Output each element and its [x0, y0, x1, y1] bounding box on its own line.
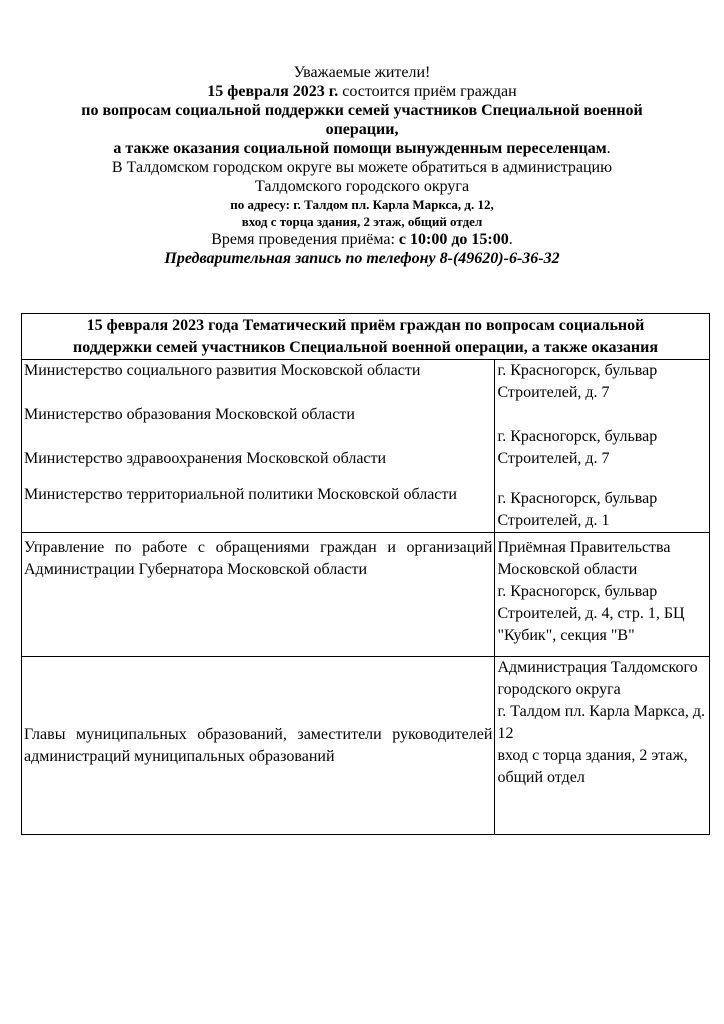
- reception-table: [21, 313, 710, 835]
- greeting: Уважаемые жители!: [293, 64, 431, 81]
- address-line-1: по адресу: г. Талдом пл. Карла Маркса, д. 12,: [230, 197, 494, 212]
- table-title-line-1: 15 февраля 2023 года Тематический приём граждан по вопросам социальной: [86, 317, 645, 334]
- phone-line: Предварительная запись по телефону 8-(49620)-6-36-32: [164, 250, 560, 267]
- date-line: [0, 82, 724, 101]
- ministries-cell: [22, 360, 495, 533]
- time-line: [0, 230, 724, 249]
- table-title-cell: [22, 314, 710, 360]
- reception-address: г. Красногорск, бульвар Строителей, д. 4, стр. 1, БЦ "Кубик", секция "В": [497, 583, 685, 644]
- district-line-1: В Талдомском городском округе вы можете обратиться в администрацию: [111, 159, 613, 176]
- table-row: [22, 360, 710, 533]
- address-social: г. Красногорск, бульвар Строителей, д. 7: [497, 362, 658, 401]
- announcement-header: [0, 63, 724, 268]
- time-prefix: Время проведения приёма:: [211, 231, 399, 248]
- topic-line-1: по вопросам социальной поддержки семей участников Специальной военной: [81, 102, 643, 119]
- address-education-health: г. Красногорск, бульвар Строителей, д. 7: [497, 428, 658, 467]
- topic-line-3-end: .: [606, 140, 611, 157]
- municipal-admin-entrance: вход с торца здания, 2 этаж,: [497, 747, 688, 764]
- municipal-admin-department: общий отдел: [497, 769, 585, 786]
- municipal-heads-cell: Главы муниципальных образований, заместители руководителей администраций муниципальных образований: [22, 657, 495, 835]
- ministry-territorial: Министерство территориальной политики Московской области: [24, 486, 457, 503]
- ministry-health: Министерство здравоохранения Московской области: [24, 450, 387, 467]
- governor-office-address-cell: [495, 533, 710, 657]
- municipal-admin-name: Администрация Талдомского городского округа: [497, 659, 698, 698]
- time-end: .: [508, 231, 513, 248]
- ministry-education: Министерство образования Московской области: [24, 406, 355, 423]
- reception-name: Приёмная Правительства Московской области: [497, 539, 671, 578]
- date-bold: 15 февраля 2023 г.: [207, 83, 339, 100]
- district-line-2: Талдомского городского округа: [254, 178, 470, 195]
- date-rest: состоится приём граждан: [338, 83, 517, 100]
- table-row: [22, 533, 710, 657]
- address-territorial: г. Красногорск, бульвар Строителей, д. 1: [497, 490, 658, 529]
- table-row: [22, 657, 710, 835]
- table-title-row: [22, 314, 710, 360]
- municipal-address-cell: [495, 657, 710, 835]
- address-line-2: вход с торца здания, 2 этаж, общий отдел: [241, 214, 483, 229]
- topic-line-3: [0, 139, 724, 158]
- topic-line-3-text: а также оказания социальной помощи вынужденным переселенцам: [113, 140, 607, 157]
- time-bold: с 10:00 до 15:00: [398, 231, 509, 248]
- municipal-admin-address: г. Талдом пл. Карла Маркса, д. 12: [497, 703, 705, 742]
- ministries-address-cell: [495, 360, 710, 533]
- topic-line-2: операции,: [325, 121, 399, 138]
- ministry-social: Министерство социального развития Московской области: [24, 362, 421, 379]
- table-title-line-2: поддержки семей участников Специальной военной операции, а также оказания: [72, 339, 659, 356]
- governor-office-cell: Управление по работе с обращениями граждан и организаций Администрации Губернатора Московской области: [22, 533, 495, 657]
